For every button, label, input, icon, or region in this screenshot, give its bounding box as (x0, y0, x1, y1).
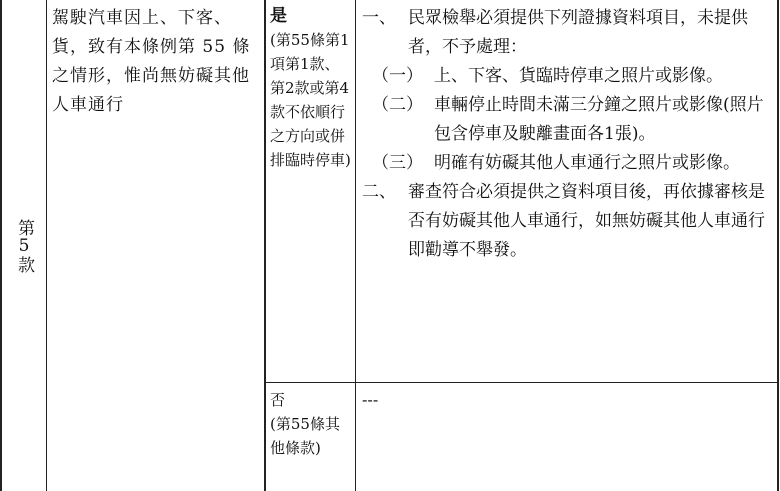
requirement-subitem (362, 62, 778, 91)
no-label: 否 (270, 391, 286, 409)
column-divider (46, 0, 47, 491)
requirement-item (362, 178, 778, 265)
condition-text: 駕駛汽車因上、下客、貨，致有本條例第 55 條之情形，惟尚無妨礙其他人車通行 (52, 8, 251, 115)
subitem-text: 車輛停止時間未滿三分鐘之照片或影像(照片包含停車及駛離畫面各1張)。 (434, 95, 764, 144)
yes-note: (第55條第1項第1款、第2款或第4款不依順行之方向或併排臨時停車) (270, 31, 351, 169)
article-label: 第5款 (14, 218, 34, 273)
subitem-number: （二） (372, 95, 423, 115)
item-text: 民眾檢舉必須提供下列證據資料項目，未提供者，不予處理： (408, 8, 748, 57)
item-text: 審查符合必須提供之資料項目後，再依據審核是否有妨礙其他人車通行，如無妨礙其他人車通行即勸導不舉發。 (408, 182, 765, 260)
subitem-text: 明確有妨礙其他人車通行之照片或影像。 (434, 153, 740, 173)
subitem-text: 上、下客、貨臨時停車之照片或影像。 (434, 66, 723, 86)
yes-label: 是 (270, 6, 287, 26)
subitem-number: （三） (372, 153, 423, 173)
requirement-subitem (362, 91, 778, 149)
no-content-cell (362, 388, 422, 412)
column-divider (264, 0, 266, 491)
article-cell (2, 0, 46, 491)
item-number: 二、 (362, 182, 396, 202)
no-note: (第55條其他條款) (270, 415, 340, 457)
condition-cell (52, 4, 260, 120)
row-divider (264, 382, 779, 383)
no-content-text: --- (362, 390, 379, 409)
requirements-cell (362, 4, 778, 265)
requirement-subitem (362, 149, 778, 178)
column-divider (355, 0, 356, 491)
subitem-number: （一） (372, 66, 423, 86)
yes-cell (270, 4, 352, 172)
no-cell (270, 388, 352, 460)
item-number: 一、 (362, 8, 396, 28)
requirement-item (362, 4, 778, 62)
